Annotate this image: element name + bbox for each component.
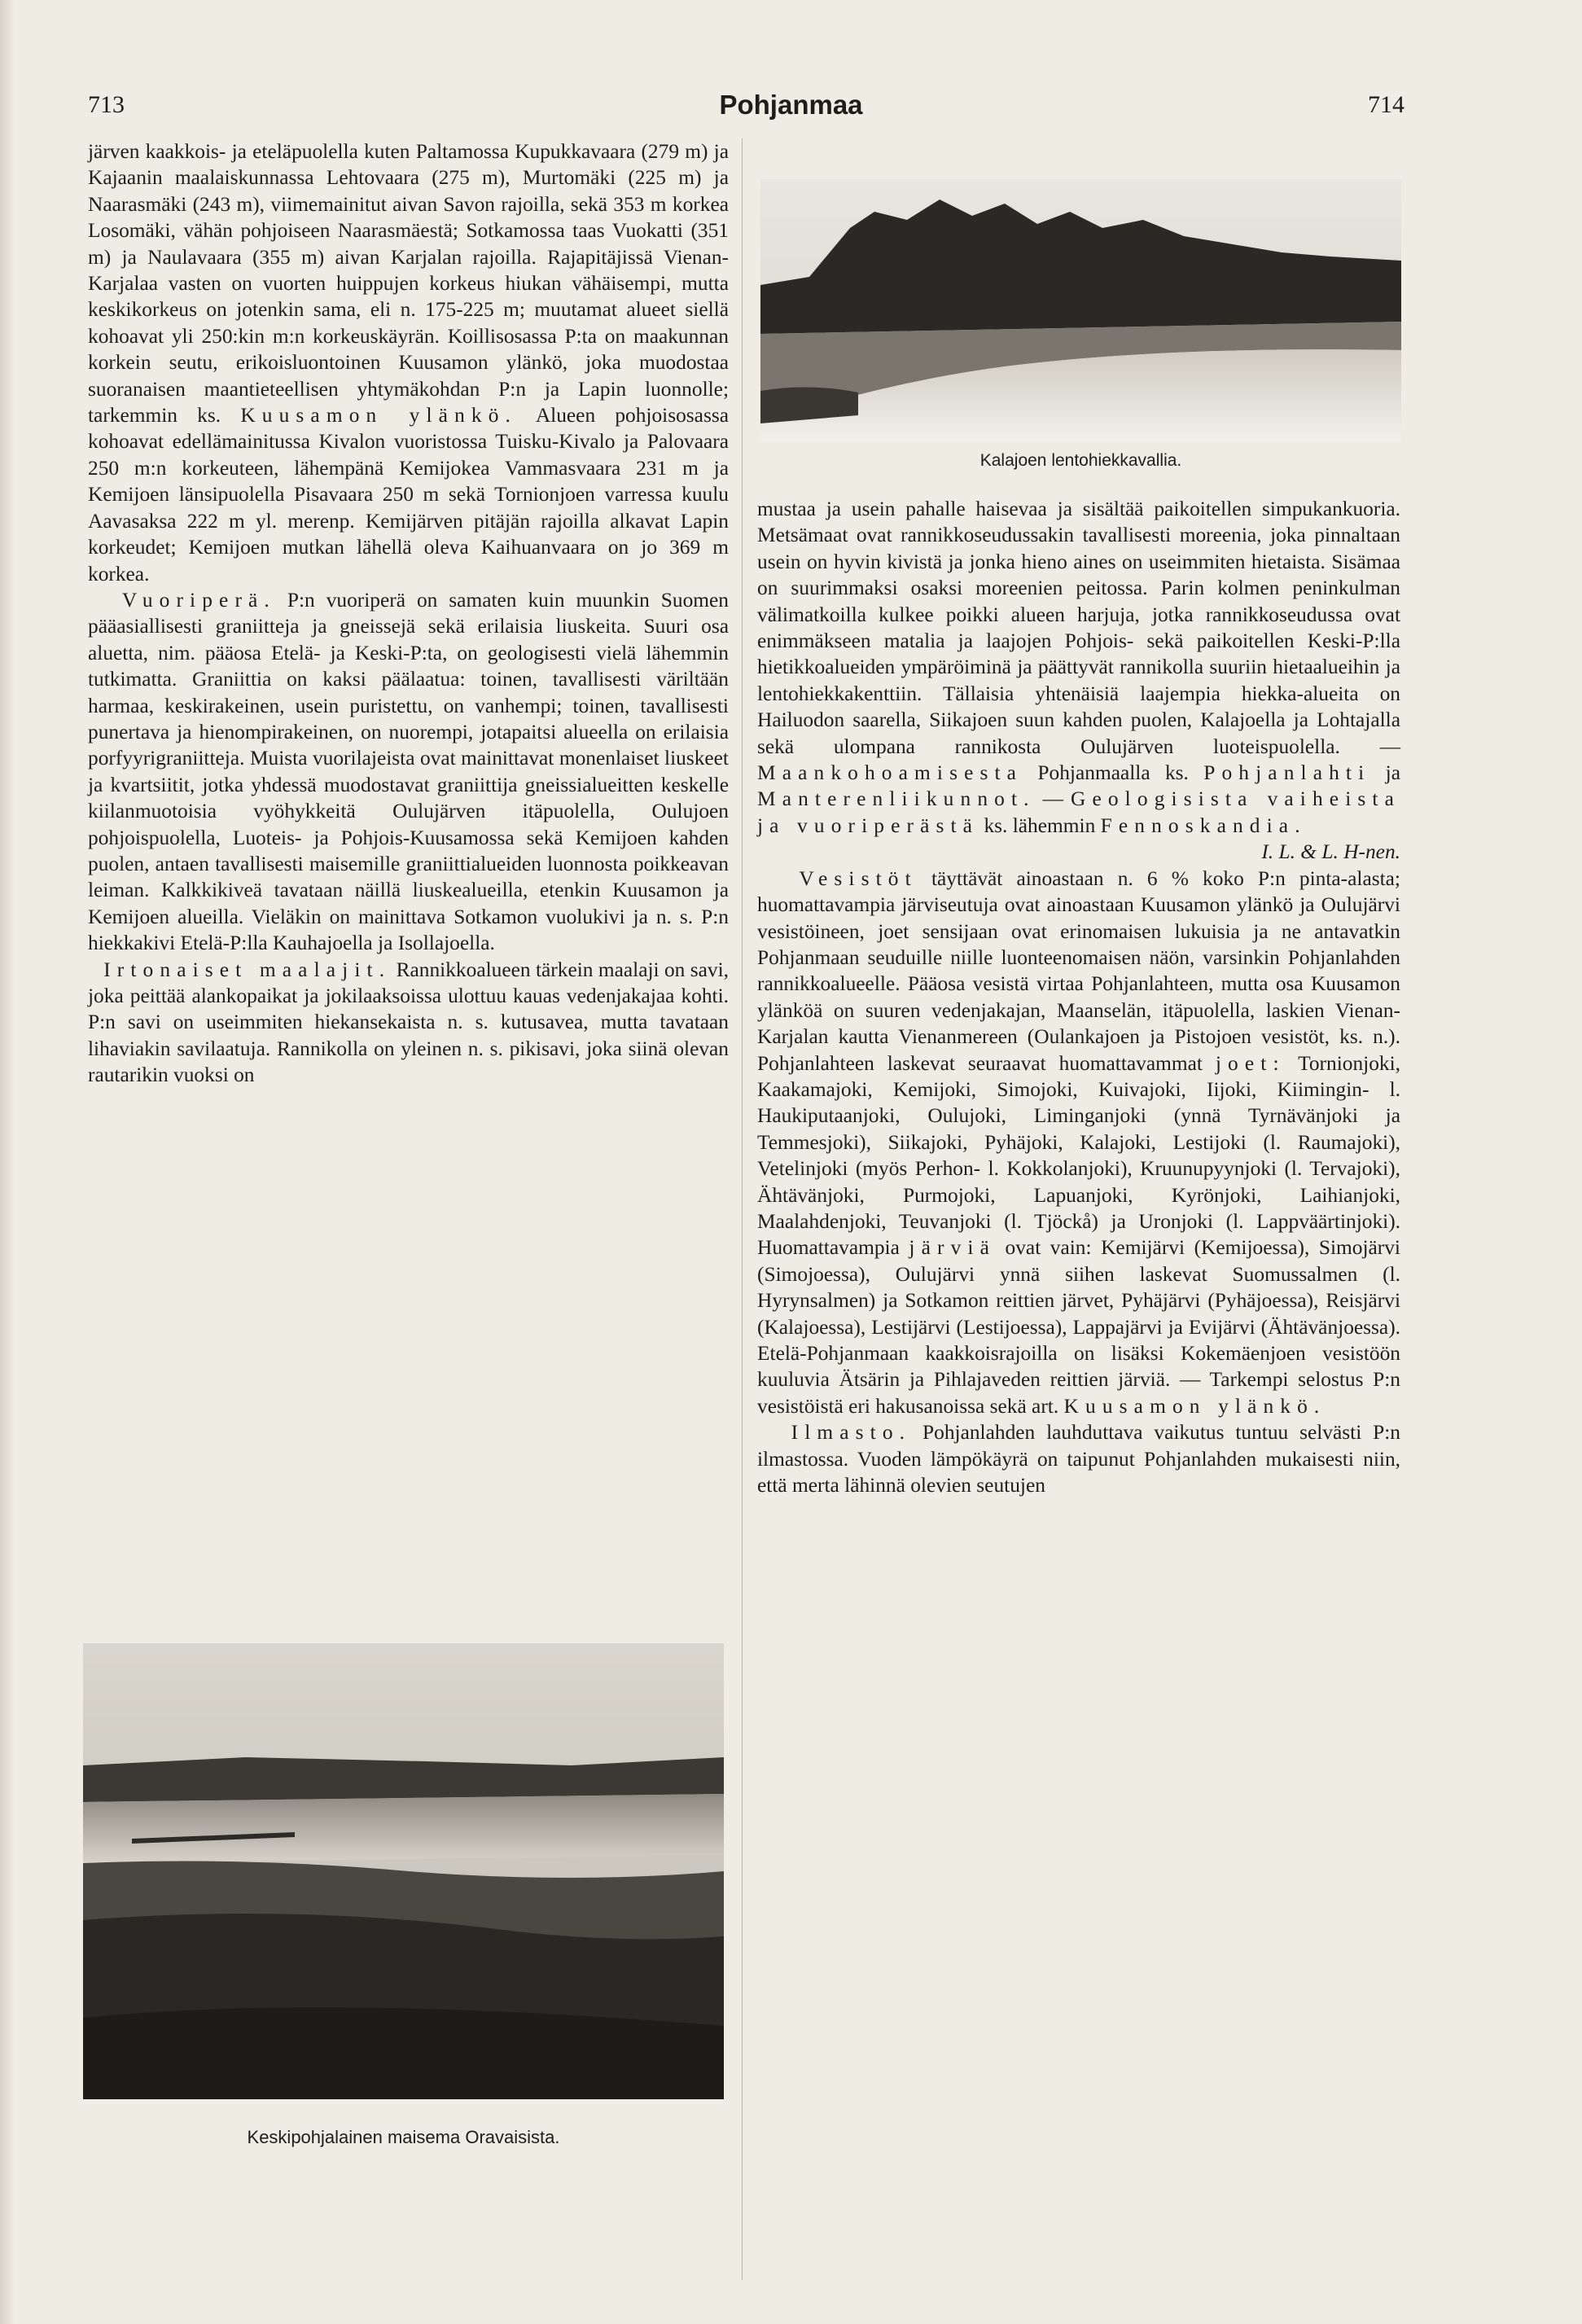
figure-caption-top: Kalajoen lentohiekkavallia. (979, 451, 1182, 470)
page-title: Pohjanmaa (719, 90, 863, 120)
left-column (88, 138, 729, 1089)
right-paragraph-1: mustaa ja usein pahalle haisevaa ja sisältää paikoitellen simpukankuoria. Metsämaat ovat rannikkoseudussakin tavallisesti moreenia, joka pinnaltaan usein on hyvin kivistä ja jonka hieno aines on useimmiten hietaista. Sisämaa on suurimmaksi osaksi moreenien peitossa. Parin kolmen peninkulman välimatkoilla kulkee poikki alueen harjuja, jotka rannikkoseudussa ovat enimmäkseen matalia ja laajojen Pohjois- sekä paikoitellen Keski-P:lla hietikkoalueiden ympäröiminä ja päättyvät rannikolla suuriin hietaalueihin ja lentohiekkakenttiin. Tällaisia yhtenäisiä laajempia hiekka-alueita on Hailuodon saarella, Siikajoen suun kahden puolen, Kalajoella ja Lohtajalla sekä ulompana rannikosta Oulujärven luoteispuolella. — Maankohoamisesta Pohjanmaalla ks. Pohjanlahti ja Manterenliikunnot. — Geologisista vaiheista ja vuoriperästä ks. lähemmin Fennoskandia. (757, 498, 1400, 837)
left-paragraph-1: järven kaakkois- ja eteläpuolella kuten Paltamossa Kupukkavaara (279 m) ja Kajaanin maalaiskunnassa Lehtovaara (275 m), Murtomäki (225 m) ja Naarasmäki (243 m), viimemainitut aivan Savon rajoilla, sekä 353 m korkea Losomäki, vähän pohjoiseen Naarasmäestä; Sotkamossa taas Vuokatti (351 m) ja Naulavaara (355 m) aivan Karjalan rajoilla. Rajapitäjissä Vienan-Karjalaa vasten on vuorten huippujen korkeus hiukan vähäisempi, mutta keskikorkeus on jotenkin sama, eli n. 175-225 m; muutamat alueet siellä kohoavat yli 250:kin m:n korkeuskäyrän. Koillisosassa P:ta on maakunnan korkein seutu, erikoisluontoinen Kuusamon ylänkö, joka muodostaa suoranaisen maantieteellisen yhtymäkohdan P:n ja Lapin luonnolle; tarkemmin ks. Kuusamon ylänkö. Alueen pohjoisosassa kohoavat edellämainitussa Kivalon vuoristossa Tuisku-Kivalo ja Palovaara 250 m:n korkeuteen, lähempänä Kemijokea Vammasvaara 231 m ja Kemijoen länsipuolella Pisavaara 250 m sekä Tornionjoen varressa kuulu Aavasaksa 222 m yl. merenp. Kemijärven pitäjän rajoilla alkavat Lapin korkeudet; Kemijoen mutkan lähellä oleva Kaihuanvaara on jo 369 m korkea. (88, 140, 729, 585)
left-paragraph-vuoripera: Vuoriperä. P:n vuoriperä on samaten kuin muunkin Suomen pääasiallisesti graniitteja ja gneissejä sekä erilaisia liuskeita. Suuri osa aluetta, nim. pääosa Etelä- ja Keski-P:ta, on geologisesti vielä lähemmin tutkimatta. Graniittia on kaksi päälaatua: toinen, tavallisesti väriltään harmaa, keskirakeinen, usein puristettu, on vanhempi; toinen, tavallisesti punertava ja hienompirakeinen, on nuorempi, jotapaitsi alueella on erilaisia porfyyrigraniitteja. Muista vuorilajeista ovat mainittavat monenlaiset liuskeet ja kvartsiitit, jotka yhdessä muodostavat graniittija gneissialueitten keskelle kiilanmuotoisia vyöhykkeitä Oulujärven itäpuolella, Oulujoen pohjoispuolella, Luoteis- ja Pohjois-Kuusamossa sekä Kemijoen kahden puolen, antaen tavallisesti maisemille graniittialueiden luonnosta poikkeavan leiman. Kalkkikiveä tavataan näillä liuskealueilla, etenkin Kuusamon ja Kemijoen alueilla. Vieläkin on mainittava Sotkamon vuolukivi ja n. s. P:n hiekkakivi Etelä-P:lla Kauhajoella ja Isollajoella. (88, 588, 729, 955)
photo-kalajoki-dunes (760, 179, 1401, 441)
right-paragraph-vesistot: Vesistöt täyttävät ainoastaan n. 6 % koko P:n pinta-alasta; huomattavampia järviseutuja ovat ainoastaan Kuusamon ylänkö ja Oulujärvi vesistöineen, joet sensijaan ovat erinomaisen lukuisia ja ne antavatkin Pohjanmaan seuduille niille luonteenomaisen näön, varsinkin Pohjanlahden rannikkoalueelle. Pääosa vesistä virtaa Pohjanlahteen, mutta osa Kuusamon ylänköä on suuren vedenjakajan, Maanselän, itäpuolella, laskien Vienan-Karjalan kautta Vienanmereen (Oulankajoen ja Pistojoen vesistöt, ks. n.). Pohjanlahteen laskevat seuraavat huomattavammat joet: Tornionjoki, Kaakamajoki, Kemijoki, Simojoki, Kuivajoki, Iijoki, Kiimingin- l. Haukiputaanjoki, Oulujoki, Liminganjoki (ynnä Tyrnävänjoki ja Temmesjoki), Siikajoki, Pyhäjoki, Kalajoki, Lestijoki (l. Raumajoki), Vetelinjoki (myös Perhon- l. Kokkolanjoki), Kruunupyynjoki (l. Tervajoki), Ähtävänjoki, Purmojoki, Lapuanjoki, Kyrönjoki, Laihianjoki, Maalahdenjoki, Teuvanjoki (l. Tjöckå) ja Uronjoki (l. Lappväärtinjoki). Huomattavampia järviä ovat vain: Kemijärvi (Kemijoessa), Simojärvi (Simojoessa), Oulujärvi ynnä siihen laskevat Suomussalmen (l. Hyrynsalmen) ja Sotkamon reittien järvet, Pyhäjärvi (Pyhäjoessa), Reisjärvi (Kalajoessa), Lestijärvi (Lestijoessa), Lappajärvi ja Evijärvi (Ähtävänjoessa). Etelä-Pohjanmaan kaakkoisrajoilla on lisäksi Kokemäenjoen vesistöön kuuluvia Ätsärin ja Pihlajaveden reittien järviä. — Tarkempi selostus P:n vesistöistä eri hakusanoissa sekä art. Kuusamon ylänkö. (757, 866, 1400, 1418)
right-paragraph-ilmasto: Ilmasto. Pohjanlahden lauhduttava vaikutus tuntuu selvästi P:n ilmastossa. Vuoden lämpökäyrä on taipunut Pohjanlahden mukaisesti niin, että merta lähinnä olevien seutujen (757, 1421, 1401, 1497)
column-divider (742, 138, 743, 2280)
page-number-left: 713 (88, 91, 125, 118)
author-signature: I. L. & L. H-nen. (1261, 840, 1400, 864)
page-binding-edge (0, 0, 15, 2324)
left-paragraph-maalajit: Irtonaiset maalajit. Rannikkoalueen tärkein maalaji on savi, joka peittää alankopaikat ja jokilaaksoissa ulottuu kauas vedenjakajaa kohti. P:n savi on useimmiten hiekansekaista n. s. kutusavea, mutta tavataan lihaviakin savilaatuja. Rannikolla on yleinen n. s. pikisavi, joka siinä olevan rautarikin vuoksi on (88, 958, 730, 1087)
page-header (0, 91, 1582, 132)
photo-oravainen-landscape (83, 1643, 724, 2099)
page-number-right: 714 (1368, 91, 1405, 118)
right-column (757, 496, 1400, 1498)
figure-caption-bottom: Keskipohjalainen maisema Oravaisista. (247, 2127, 560, 2147)
